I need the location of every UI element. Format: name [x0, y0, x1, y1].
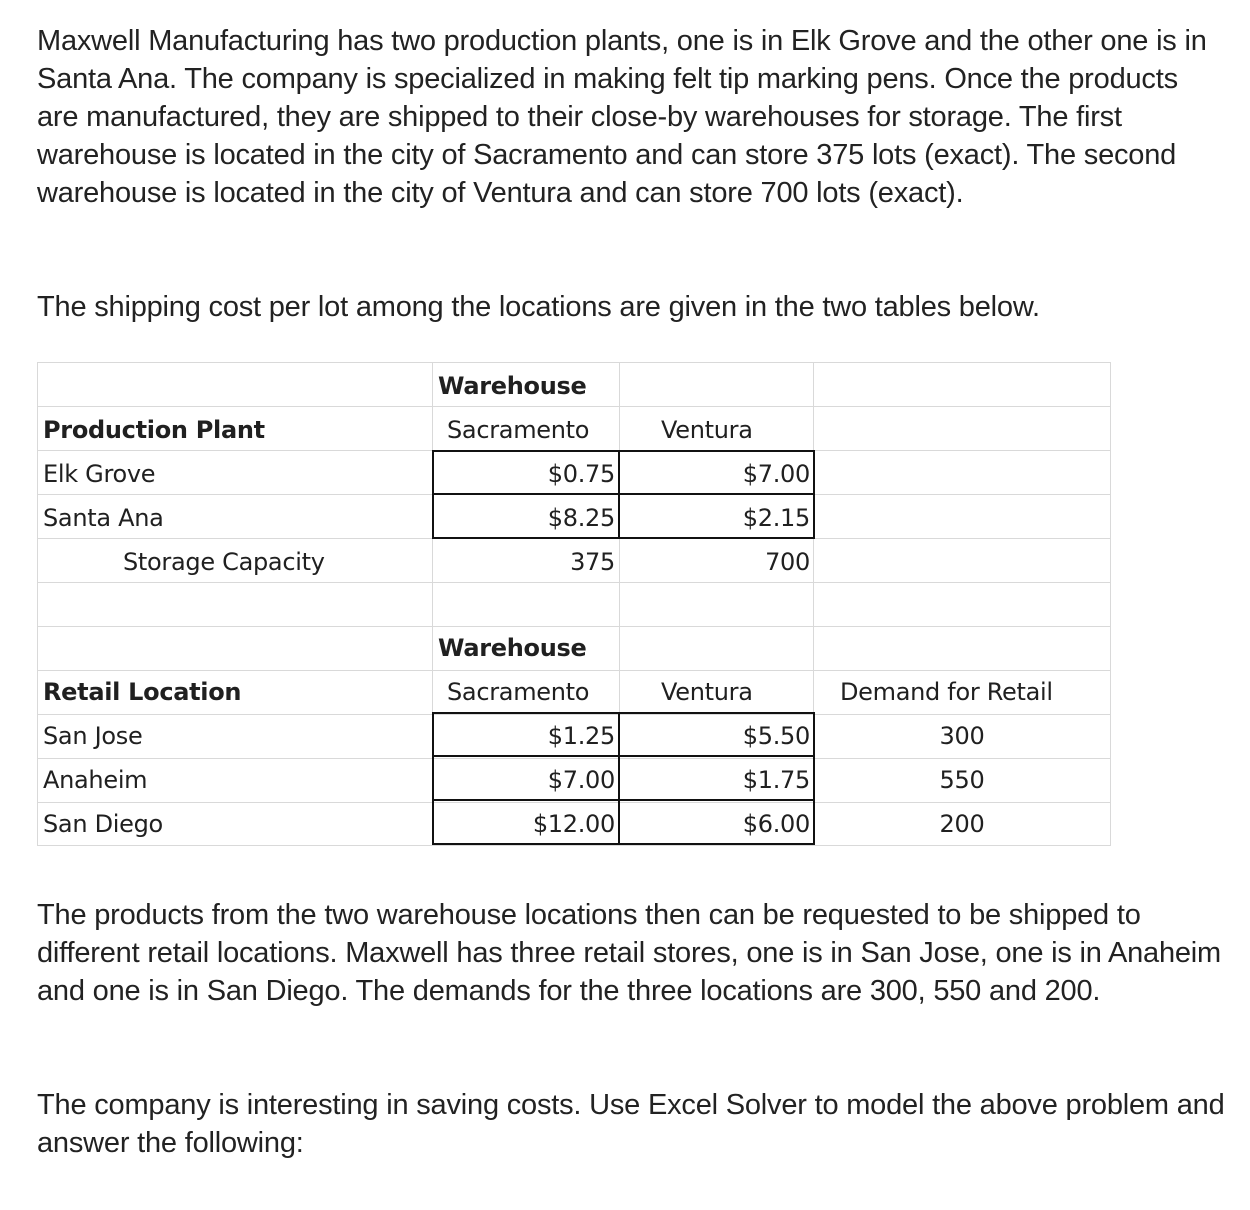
- cost-cell-border: [620, 493, 815, 539]
- retail-paragraph: The products from the two warehouse locations then can be requested to be shipped to different retail locations. Maxwell has three retail stores, one is in San Jose, one is in Anaheim and one is in San Diego. The demands for the three locations are 300, 550 and 200.: [37, 899, 1221, 1007]
- demand-cell: 300: [939, 722, 985, 750]
- demand-cell: 200: [939, 810, 985, 838]
- cost-cell-border: [432, 799, 620, 845]
- storage-capacity-label: Storage Capacity: [123, 548, 325, 576]
- cost-cell: $5.50: [742, 722, 810, 750]
- cost-cell-border: [620, 755, 815, 801]
- plant-row-label: Santa Ana: [43, 504, 164, 532]
- plant-table-row-header: Production Plant: [43, 416, 265, 444]
- cost-cell: $0.75: [547, 460, 615, 488]
- cost-cell-border: [620, 450, 815, 495]
- retail-col-ventura: Ventura: [661, 678, 753, 706]
- cost-cell-border: [432, 755, 620, 801]
- retail-row-label: Anaheim: [43, 766, 148, 794]
- capacity-cell: 700: [765, 548, 810, 576]
- retail-table-row-header: Retail Location: [43, 678, 242, 706]
- cost-cell-border: [620, 799, 815, 845]
- cost-cell: $7.00: [547, 766, 615, 794]
- capacity-cell: 375: [570, 548, 615, 576]
- cost-cell: $6.00: [742, 810, 810, 838]
- cost-cell-border: [432, 493, 620, 539]
- gridline: [1110, 362, 1111, 846]
- cost-cell: $2.15: [742, 504, 810, 532]
- plant-row-label: Elk Grove: [43, 460, 156, 488]
- cost-cell-border: [432, 450, 620, 495]
- cost-cell-border: [432, 712, 620, 757]
- plant-col-sacramento: Sacramento: [447, 416, 590, 444]
- shipping-cost-spreadsheet: [37, 362, 1111, 846]
- closing-paragraph: The company is interesting in saving costs. Use Excel Solver to model the above problem and answer the following:: [37, 1089, 1225, 1159]
- intro-paragraph: Maxwell Manufacturing has two production plants, one is in Elk Grove and the other one is in Santa Ana. The company is specialized in making felt tip marking pens. Once the products are manufactured, they are shipped to their close-by warehouses for storage. The first warehouse is located in the city of Sacramento and can store 375 lots (exact). The second warehouse is located in the city of Ventura and can store 700 lots (exact).: [37, 25, 1207, 209]
- retail-row-label: San Diego: [43, 810, 163, 838]
- demand-cell: 550: [939, 766, 985, 794]
- retail-col-sacramento: Sacramento: [447, 678, 590, 706]
- cost-cell-border: [620, 712, 815, 757]
- plant-col-ventura: Ventura: [661, 416, 753, 444]
- tables-intro-paragraph: The shipping cost per lot among the locations are given in the two tables below.: [37, 291, 1040, 323]
- gridline: [37, 362, 1111, 363]
- gridline: [37, 362, 38, 846]
- cost-cell: $8.25: [547, 504, 615, 532]
- cost-cell: $12.00: [532, 810, 615, 838]
- cost-cell: $1.75: [742, 766, 810, 794]
- retail-col-demand: Demand for Retail: [840, 678, 1053, 706]
- cost-cell: $1.25: [547, 722, 615, 750]
- retail-row-label: San Jose: [43, 722, 143, 750]
- retail-table-group-header: Warehouse: [438, 634, 587, 662]
- cost-cell: $7.00: [742, 460, 810, 488]
- plant-table-group-header: Warehouse: [438, 372, 587, 400]
